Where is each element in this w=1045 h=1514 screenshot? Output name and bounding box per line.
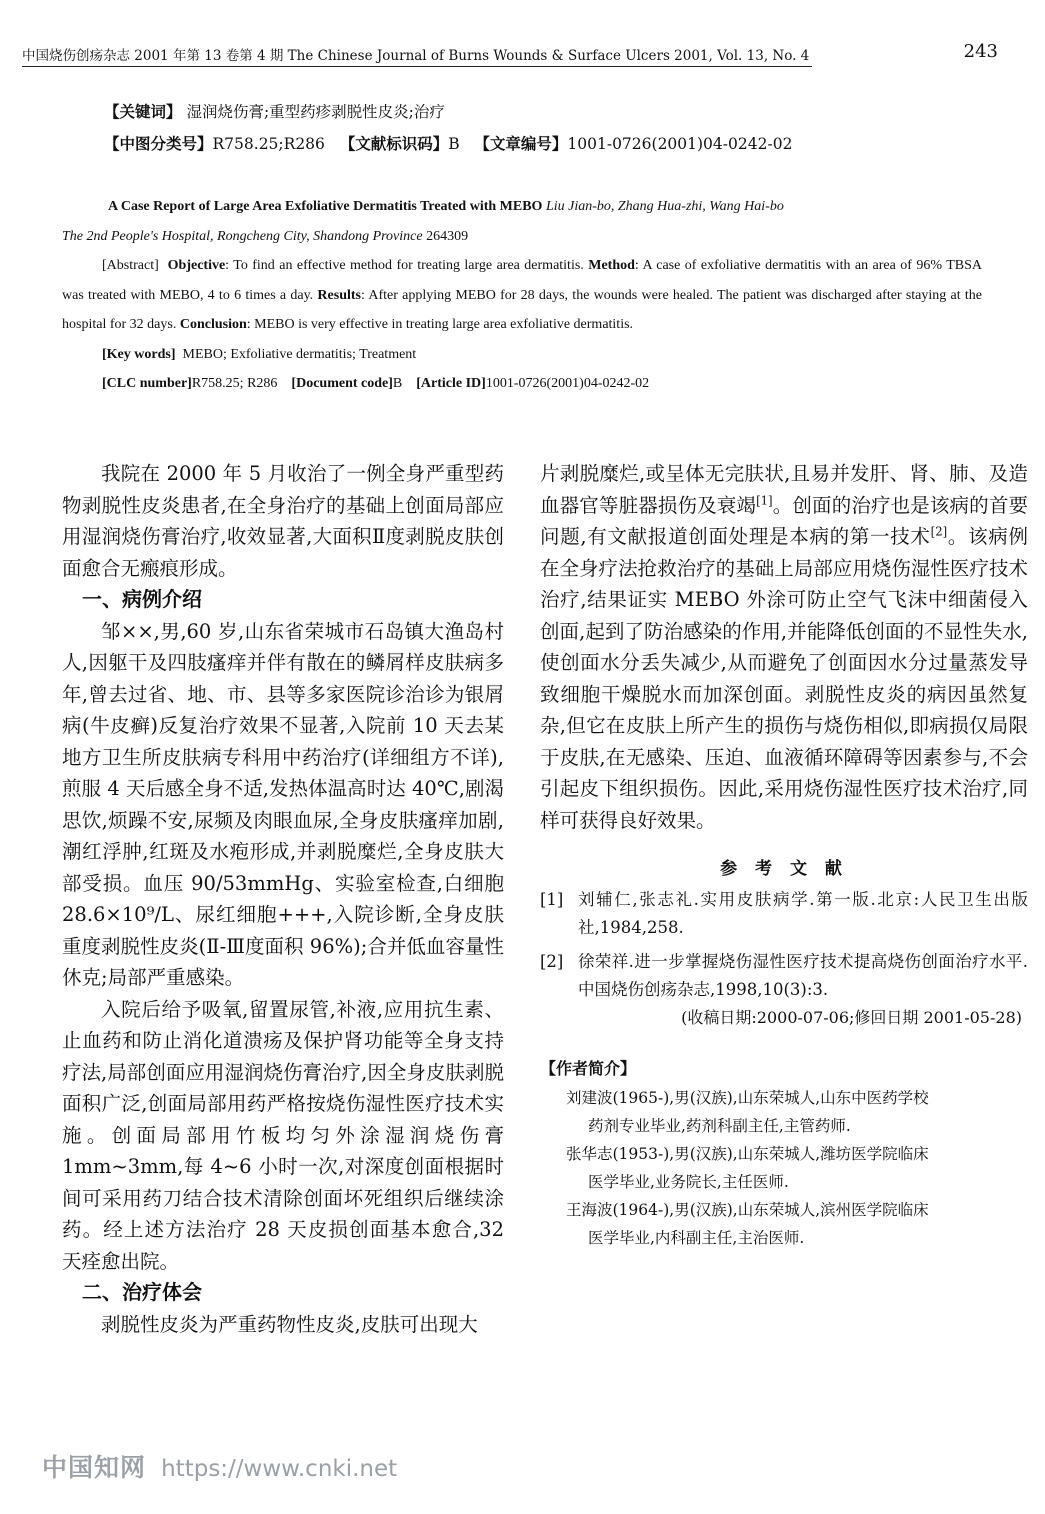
reference-text: 刘辅仁,张志礼.实用皮肤病学.第一版.北京:人民卫生出版社,1984,258. [578,890,1028,937]
english-doccode-label: [Document code] [291,376,393,391]
references-heading: 参 考 文 献 [720,859,848,879]
right-column [540,458,1028,1252]
english-abstract-block [62,192,982,399]
author-info-heading: 【作者简介】 [540,1059,637,1078]
conclusion-label: Conclusion [179,317,247,332]
cn-doccode-label: 【文献标识码】 [339,134,449,153]
author-line-2: 医学毕业,业务院长,主任医师. [588,1173,789,1191]
watermark-url[interactable]: https://www.cnki.net [161,1456,398,1482]
cn-clc-label: 【中图分类号】 [104,134,213,153]
english-classification-row [62,369,982,399]
running-head-text: 中国烧伤创疡杂志 2001 年第 13 卷第 4 期 The Chinese Journal of Burns Wounds & Surface Ulcers 2001, Vol. 13, No. 4 [22,48,810,64]
english-doccode: B [392,376,403,391]
section-heading-discussion: 二、治疗体会 [82,1280,202,1304]
left-column [62,458,504,1340]
english-postcode: 264309 [426,228,469,244]
objective-label: Objective [167,258,226,273]
author-entry [540,1196,1028,1252]
abstract-label: [Abstract] [102,258,159,273]
results-text: : After applying MEBO for 28 days, the wounds were healed. The patient was discharged after staying at the hospital for 32 days. [62,287,982,332]
page-number: 243 [963,41,998,62]
method-label: Method [588,258,635,273]
author-line-1: 王海波(1964-),男(汉族),山东荣城人,滨州医学院临床 [566,1201,929,1219]
english-articleid-label: [Article ID] [416,376,486,391]
reference-number: [1] [540,890,564,909]
english-clc-label: [CLC number] [102,376,192,391]
watermark-brand: 中国知网 [42,1453,147,1482]
english-keywords-row [62,340,982,370]
cn-articleid-label: 【文章编号】 [474,134,568,153]
english-authors: Liu Jian-bo, Zhang Hua-zhi, Wang Hai-bo [545,199,784,214]
author-entry [540,1084,1028,1140]
discussion-text-c: 。该病例在全身疗法抢救治疗的基础上局部应用烧伤湿性医疗技术治疗,结果证实 MEBO 外涂可防止空气飞沫中细菌侵入创面,起到了防治感染的作用,并能降低创面的不显性失水,使创面水分丢失减少,从而避免了创面因水分过量蒸发导致细胞干燥脱水而加深创面。剥脱性皮炎的病因虽然复杂,但它在皮肤上所产生的损伤与烧伤相似,即病损仅局限于皮肤,在无感染、压迫、血液循环障碍等因素参与,不会引起皮下组织损伤。因此,采用烧伤湿性医疗技术治疗,同样可获得良好效果。 [540,525,1028,832]
discussion-text-b: 。创面的治疗也是该病的首要问题,有文献报道创面处理是本病的第一技术 [540,493,1028,548]
english-title: A Case Report of Large Area Exfoliative Dermatitis Treated with MEBO [108,199,543,214]
reference-item [540,886,1028,942]
objective-text: : To find an effective method for treating large area dermatitis. [225,258,584,273]
reference-text: 徐荣祥.进一步掌握烧伤湿性医疗技术提高烧伤创面治疗水平.中国烧伤创疡杂志,1998,10(3):3. [578,952,1028,999]
header-rule [22,66,812,67]
cn-articleid: 1001-0726(2001)04-0242-02 [567,135,793,153]
reference-item [540,948,1028,1004]
english-keywords-label: [Key words] [102,346,176,362]
discussion-paragraph-start: 剥脱性皮炎为严重药物性皮炎,皮肤可出现大 [101,1312,478,1336]
cnki-watermark [42,1448,397,1482]
author-line-1: 张华志(1953-),男(汉族),山东荣城人,潍坊医学院临床 [566,1145,929,1163]
author-line-2: 医学毕业,内科副主任,主治医师. [588,1229,805,1247]
citation-2[interactable]: [2] [930,524,948,539]
conclusion-text: : MEBO is very effective in treating large area exfoliative dermatitis. [246,317,634,332]
running-head [22,41,1022,68]
english-clc: R758.25; R286 [191,376,278,391]
author-line-1: 刘建波(1965-),男(汉族),山东荣城人,山东中医药学校 [566,1089,929,1107]
results-label: Results [317,287,361,303]
citation-1[interactable]: [1] [756,493,773,507]
discussion-paragraph-continued [540,458,1028,836]
english-abstract [62,251,982,340]
author-entry [540,1140,1028,1196]
cn-keywords: 湿润烧伤膏;重型药疹剥脱性皮炎;治疗 [186,103,445,121]
english-affiliation: The 2nd People's Hospital, Rongcheng City, Shandong Province [62,228,423,244]
case-paragraph-2: 入院后给予吸氧,留置尿管,补液,应用抗生素、止血药和防止消化道溃疡及保护肾功能等全身支持疗法,局部创面应用湿润烧伤膏治疗,因全身皮肤剥脱面积广泛,创面局部用药严格按烧伤湿性医疗技术实施。创面局部用竹板均匀外涂湿润烧伤膏 1mm~3mm,每 4~6 小时一次,对深度创面根据时间可采用药刀结合技术清除创面坏死组织后继续涂药。经上述方法治疗 28 天皮损创面基本愈合,32 天痊愈出院。 [62,997,504,1273]
cn-doccode: B [448,135,460,153]
intro-paragraph: 我院在 2000 年 5 月收治了一例全身严重型药物剥脱性皮炎患者,在全身治疗的基础上创面局部应用湿润烧伤膏治疗,收效显著,大面积Ⅱ度剥脱皮肤创面愈合无瘢痕形成。 [62,462,504,580]
chinese-metadata [104,96,1004,160]
english-keywords: MEBO; Exfoliative dermatitis; Treatment [182,346,417,362]
cn-classification-row [104,128,1004,160]
discussion-text-a: 片剥脱糜烂,或呈体无完肤状,且易并发肝、肾、肺、及造血器官等脏器损伤及衰竭 [540,462,1028,517]
reference-number: [2] [540,952,564,971]
method-text: : A case of exfoliative dermatitis with an area of 96% TBSA was treated with MEBO, 4 to 6 times a day. [62,258,983,303]
cn-keywords-label: 【关键词】 [104,102,182,121]
english-title-line [62,192,982,251]
received-dates: (收稿日期:2000-07-06;修回日期 2001-05-28) [681,1008,1022,1027]
section-heading-case: 一、病例介绍 [82,587,202,611]
author-line-2: 药剂专业毕业,药剂科副主任,主管药师. [588,1117,851,1135]
cn-clc: R758.25;R286 [212,135,325,153]
english-articleid: 1001-0726(2001)04-0242-02 [485,376,650,391]
cn-keywords-row [104,96,1004,128]
case-paragraph-1: 邹××,男,60 岁,山东省荣城市石岛镇大渔岛村人,因躯干及四肢瘙痒并伴有散在的鳞屑样皮肤病多年,曾去过省、地、市、县等多家医院诊治诊为银屑病(牛皮癣)反复治疗效果不显著,入院前 10 天去某地方卫生所皮肤病专科用中药治疗(详细组方不详),煎服 4 天后感全身不适,发热体温高时达 40℃,剧渴思饮,烦躁不安,尿频及肉眼血尿,全身皮肤瘙痒加剧,潮红浮肿,红斑及水疱形成,并剥脱糜烂,全身皮肤大部受损。血压 90/53mmHg、实验室检查,白细胞 28.6×10⁹/L、尿红细胞+++,入院诊断,全身皮肤重度剥脱性皮炎(Ⅱ-Ⅲ度面积 96%);合并低血容量性休克;局部严重感染。 [62,619,504,989]
